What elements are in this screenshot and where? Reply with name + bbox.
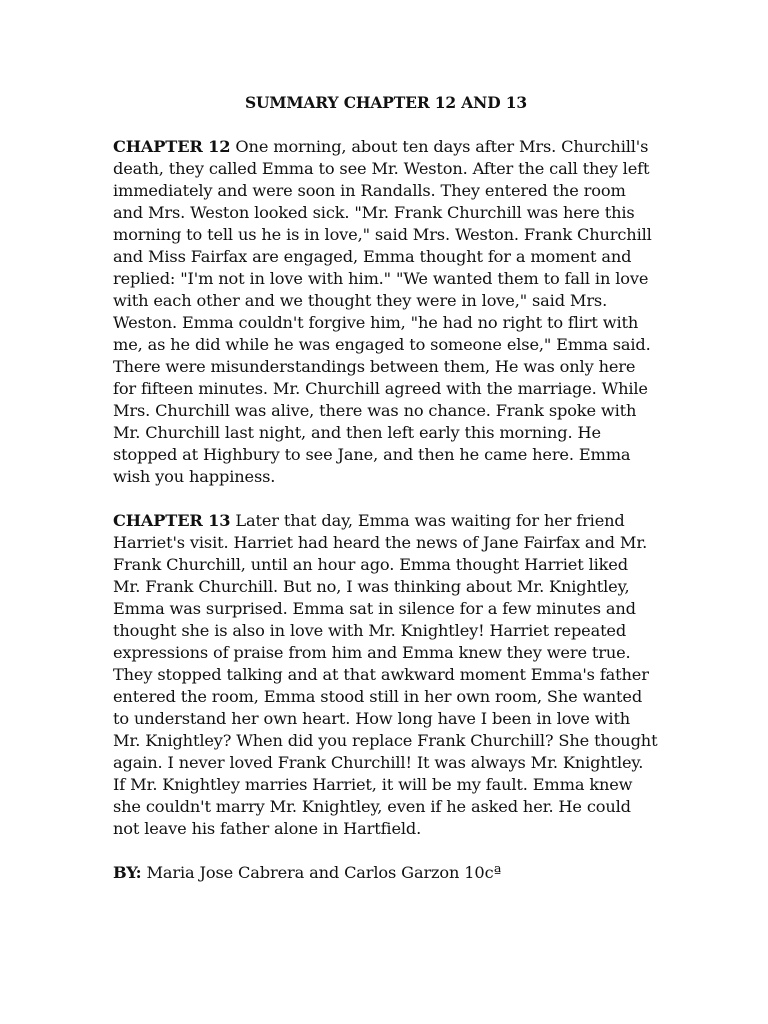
chapter-12-heading: CHAPTER 12	[113, 137, 231, 156]
byline	[113, 862, 659, 884]
chapter-12-paragraph	[113, 136, 659, 488]
chapter-13-paragraph	[113, 510, 659, 840]
document-page	[113, 92, 659, 884]
byline-label: BY:	[113, 863, 142, 882]
chapter-13-heading: CHAPTER 13	[113, 511, 231, 530]
byline-authors: Maria Jose Cabrera and Carlos Garzon 10cª	[141, 863, 502, 882]
chapter-13-text: Later that day, Emma was waiting for her friend Harriet's visit. Harriet had heard the news of Jane Fairfax and Mr. Frank Churchill, until an hour ago. Emma thought Harriet liked Mr. Frank Churchill. But no, I was thinking about Mr. Knightley, Emma was surprised. Emma sat in silence for a few minutes and thought she is also in love with Mr. Knightley! Harriet repeated expressions of praise from him and Emma knew they were true. They stopped talking and at that awkward moment Emma's father entered the room, Emma stood still in her own room, She wanted to understand her own heart. How long have I been in love with Mr. Knightley? When did you replace Frank Churchill? She thought again. I never loved Frank Churchill! It was always Mr. Knightley. If Mr. Knightley marries Harriet, it will be my fault. Emma knew she couldn't marry Mr. Knightley, even if he asked her. He could not leave his father alone in Hartfield.	[113, 511, 658, 838]
document-title: SUMMARY CHAPTER 12 AND 13	[244, 93, 528, 112]
chapter-12-text: One morning, about ten days after Mrs. Churchill's death, they called Emma to see Mr. Weston. After the call they left immediately and were soon in Randalls. They entered the room and Mrs. Weston looked sick. "Mr. Frank Churchill was here this morning to tell us he is in love," said Mrs. Weston. Frank Churchill and Miss Fairfax are engaged, Emma thought for a moment and replied: "I'm not in love with him." "We wanted them to fall in love with each other and we thought they were in love," said Mrs. Weston. Emma couldn't forgive him, "he had no right to flirt with me, as he did while he was engaged to someone else," Emma said. There were misunderstandings between them, He was only here for fifteen minutes. Mr. Churchill agreed with the marriage. While Mrs. Churchill was alive, there was no chance. Frank spoke with Mr. Churchill last night, and then left early this morning. He stopped at Highbury to see Jane, and then he came here. Emma wish you happiness.	[113, 137, 652, 486]
